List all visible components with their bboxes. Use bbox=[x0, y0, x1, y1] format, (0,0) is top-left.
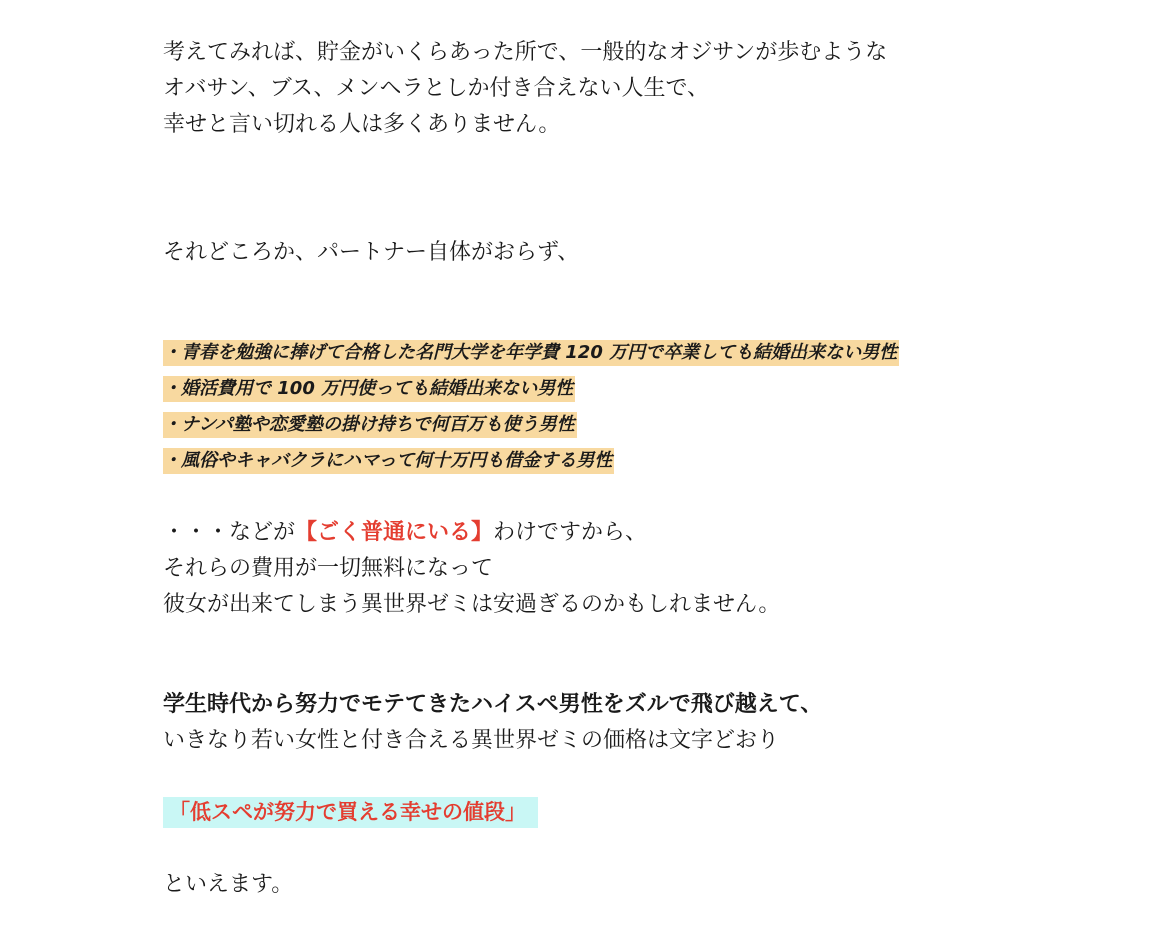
paragraph-4-line-2: いきなり若い女性と付き合える異世界ゼミの価格は文字どおり bbox=[163, 728, 780, 753]
paragraph-3-line-1-after: わけですから、 bbox=[493, 520, 648, 545]
paragraph-2-line-1: それどころか、パートナー自体がおらず、 bbox=[163, 240, 580, 265]
paragraph-1-line-2: オバサン、ブス、メンヘラとしか付き合えない人生で、 bbox=[163, 76, 710, 101]
highlighted-list-item: ・ナンパ塾や恋愛塾の掛け持ちで何百万も使う男性 bbox=[163, 412, 577, 438]
paragraph-3-line-2: それらの費用が一切無料になって bbox=[163, 556, 494, 581]
closing-text: といえます。 bbox=[163, 872, 294, 897]
paragraph-4-line-1: 学生時代から努力でモテてきたハイスペ男性をズルで飛び越えて、 bbox=[163, 692, 823, 717]
highlighted-list-item: ・風俗やキャバクラにハマって何十万円も借金する男性 bbox=[163, 448, 614, 474]
paragraph-3-line-3: 彼女が出来てしまう異世界ゼミは安過ぎるのかもしれません。 bbox=[163, 592, 781, 617]
highlighted-list-item: ・青春を勉強に捧げて合格した名門大学を年学費 120 万円で卒業しても結婚出来ない男性 bbox=[163, 340, 899, 366]
paragraph-1-line-1: 考えてみれば、貯金がいくらあった所で、一般的なオジサンが歩むような bbox=[163, 40, 888, 65]
highlighted-list-item: ・婚活費用で 100 万円使っても結婚出来ない男性 bbox=[163, 376, 575, 402]
paragraph-1-line-3: 幸せと言い切れる人は多くありません。 bbox=[163, 112, 561, 137]
price-callout: 「低スペが努力で買える幸せの値段」 bbox=[163, 797, 538, 828]
paragraph-3-line-1 bbox=[163, 515, 647, 551]
emphasis-text: 【ごく普通にいる】 bbox=[295, 520, 494, 545]
paragraph-3-line-1-before: ・・・などが bbox=[163, 520, 296, 545]
